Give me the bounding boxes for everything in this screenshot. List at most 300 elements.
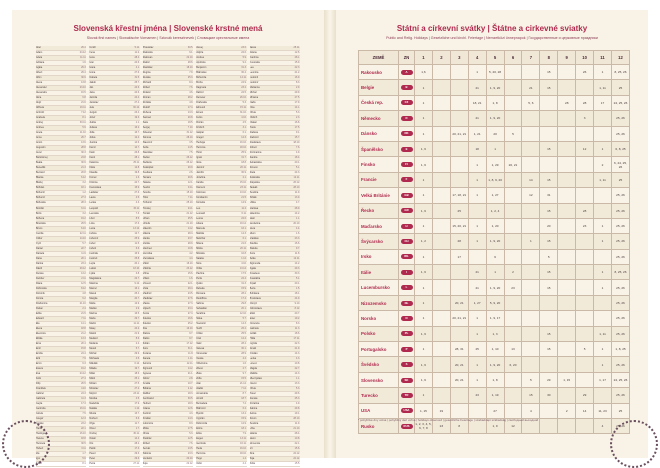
name-day: 26.7.: [81, 136, 87, 140]
holiday-cell: 24, 25, 26: [611, 95, 629, 110]
name-text: Tamara: [142, 176, 151, 180]
country-name: Norsko: [359, 311, 399, 326]
name-day: 16.9.: [294, 76, 300, 80]
name-day: 5.3.: [189, 432, 194, 436]
name-day: 5.11.: [134, 46, 140, 49]
name-day: 29.3.: [81, 66, 87, 70]
name-text: Svetlana: [142, 171, 153, 175]
name-text: Diana: [36, 281, 43, 285]
holiday-cell: [432, 311, 450, 326]
holiday-cell: 1, 8: [486, 95, 504, 110]
name-text: Dagmara: [196, 86, 207, 90]
name-text: Monika: [89, 397, 98, 401]
name-text: Ela: [36, 321, 40, 325]
name-text: Soňa: [142, 146, 149, 150]
name-day: 1.4.: [242, 457, 247, 461]
name-text: Zoltán: [142, 341, 150, 345]
name-day: 1.11.: [188, 356, 194, 360]
name-day: 13.10.: [239, 191, 247, 195]
name-text: Hermína: [196, 452, 206, 456]
name-day: 17.3.: [134, 447, 140, 451]
name-day: 8.1.: [82, 462, 87, 466]
country-code-badge: D: [401, 116, 413, 121]
header-month: 3: [450, 51, 468, 65]
name-day: 31.3.: [241, 281, 247, 285]
name-day: 13.6.: [81, 141, 87, 145]
holiday-cell: [576, 311, 594, 326]
holiday-cell: [504, 249, 522, 264]
country-code-cell: [399, 326, 415, 341]
name-text: Horst: [196, 151, 202, 155]
country-name: Česká rep.: [359, 95, 399, 110]
name-day: 6.3.: [82, 361, 87, 365]
name-text: Olívia: [142, 432, 149, 436]
name-text: Šimon: [249, 417, 257, 421]
name-text: Rastislav: [142, 66, 153, 70]
name-day: 24.3.: [294, 171, 300, 175]
name-day: 14.1.: [294, 106, 300, 110]
name-day: 28.4.: [187, 231, 194, 235]
name-day: 5.7.: [135, 346, 140, 350]
name-day: 7.2.: [242, 402, 247, 406]
name-day: 6.1.: [242, 236, 247, 240]
names-subtitle: Slovak first names | Slowakische Vornamen | Szlovák keresztnevek | Словацкие крестильные имена: [86, 36, 250, 40]
holiday-cell: 1,6: [415, 65, 433, 80]
name-text: Kazimír: [142, 412, 151, 416]
name-day: 15.7.: [294, 136, 300, 140]
holiday-cell: [558, 126, 576, 141]
names-column: [196, 46, 246, 467]
name-text: Anna: [36, 136, 42, 140]
name-text: Gabriela: [36, 397, 46, 401]
name-text: Ema: [36, 341, 41, 345]
name-day: 14.4.: [134, 437, 140, 441]
name-text: Miroslav: [89, 387, 99, 391]
name-text: Milada: [89, 367, 97, 370]
holiday-cell: 1, 8, 25: [611, 342, 629, 357]
name-text: Albert: [36, 71, 43, 75]
name-text: Svätopluk: [142, 166, 154, 170]
name-day: 28.6.: [187, 61, 194, 65]
name-text: Laura: [89, 196, 96, 200]
name-text: Zora: [142, 346, 148, 350]
name-text: Serafína: [196, 311, 206, 315]
name-day: 22.11.: [79, 231, 87, 235]
holiday-cell: 29: [540, 372, 558, 387]
name-day: 18.6.: [294, 331, 300, 335]
name-text: Ilona: [196, 161, 202, 165]
name-day: 16.10.: [239, 447, 247, 451]
table-row: [359, 249, 630, 264]
name-text: Ondrej: [89, 432, 97, 436]
name-day: 25.4.: [134, 291, 140, 295]
name-text: Albín: [36, 76, 42, 80]
holiday-cell: [504, 234, 522, 249]
name-day: 27.5.: [134, 382, 140, 386]
country-code-badge: IRL: [401, 254, 413, 259]
name-day: 18.6.: [134, 372, 140, 376]
country-name: Dánsko: [359, 126, 399, 141]
name-day: 7.9.: [242, 432, 247, 436]
holiday-cell: 15: [540, 172, 558, 187]
country-name: Rakousko: [359, 65, 399, 80]
name-day: 30.5.: [81, 442, 87, 446]
name-text: Daniela: [36, 251, 45, 255]
name-text: Karolína: [249, 56, 259, 60]
name-day: 6.8.: [82, 96, 87, 100]
name-text: Gašpar: [196, 131, 205, 135]
name-text: Miloš: [89, 377, 95, 381]
header-month: 2: [432, 51, 450, 65]
holiday-cell: 13: [504, 342, 522, 357]
name-day: 7.10.: [187, 126, 194, 130]
name-day: 19.3.: [134, 116, 140, 120]
name-day: 21.2.: [81, 331, 87, 335]
name-day: 23.12.: [186, 266, 194, 270]
name-day: 19.10.: [186, 326, 194, 330]
name-text: Anabela: [36, 116, 45, 120]
holiday-cell: 1, 15: [415, 403, 433, 418]
name-text: Michaela: [89, 356, 99, 360]
holiday-cell: [522, 265, 540, 280]
name-day: 30.3.: [81, 151, 87, 155]
name-text: Hermína: [196, 146, 206, 150]
name-day: 23.5.: [187, 291, 194, 295]
name-text: Martin: [89, 321, 97, 325]
name-text: Norbert: [89, 417, 98, 421]
name-day: 11.2.: [134, 51, 140, 55]
table-row: [359, 265, 630, 280]
holiday-cell: 2: [504, 265, 522, 280]
name-day: 22.3.: [294, 341, 300, 345]
country-name: Turecko: [359, 388, 399, 403]
holiday-cell: 25, 26: [611, 126, 629, 141]
holiday-cell: 19: [432, 403, 450, 418]
name-day: 22.7.: [81, 246, 87, 250]
name-day: 11.8.: [294, 251, 300, 255]
holiday-cell: [558, 188, 576, 203]
name-text: Gregor: [196, 136, 204, 140]
holiday-cell: [450, 326, 468, 341]
holiday-cell: [558, 234, 576, 249]
name-day: 14.9.: [241, 201, 247, 205]
name-text: Selma: [249, 412, 257, 416]
holiday-cell: 18: [468, 141, 486, 156]
name-text: Lucia: [89, 226, 96, 230]
country-code-cell: [399, 403, 415, 418]
holiday-cell: 1: [415, 388, 433, 403]
holiday-cell: [432, 80, 450, 95]
name-text: Ľubor: [89, 241, 96, 245]
name-day: 13.3.: [187, 111, 194, 115]
holiday-cell: [450, 265, 468, 280]
name-day: 4.9.: [189, 101, 194, 105]
name-day: 13.2.: [81, 271, 87, 275]
holiday-cell: [576, 326, 594, 341]
table-row: [359, 95, 630, 110]
header-month: 1: [415, 51, 433, 65]
holiday-cell: [594, 188, 612, 203]
holiday-cell: [558, 157, 576, 172]
name-text: Amadeus: [249, 271, 260, 275]
name-day: 2.1.: [242, 176, 247, 180]
table-row: [359, 357, 630, 372]
name-day: 29.5.: [81, 221, 87, 225]
name-text: Vincencia: [249, 442, 260, 446]
name-text: Magdaléna: [89, 276, 102, 280]
name-text: Želka: [249, 256, 256, 260]
name-day: 25.11.: [133, 161, 140, 165]
name-text: Tatiana: [142, 181, 151, 185]
name-day: 22.1.: [294, 442, 300, 446]
name-row: [196, 462, 246, 467]
name-text: Roman: [142, 96, 151, 100]
name-text: Tichomír: [142, 201, 153, 205]
holiday-cell: [558, 357, 576, 372]
name-text: Ildikó: [36, 462, 42, 466]
name-day: 2.11.: [81, 276, 87, 280]
holiday-cell: 1, 6: [415, 372, 433, 387]
name-text: Gustáv: [36, 422, 44, 426]
name-text: Jaromír: [196, 166, 205, 170]
name-text: Michal: [249, 91, 257, 95]
name-text: Ľubomíra: [142, 422, 153, 426]
country-name: Maďarsko: [359, 218, 399, 233]
name-day: 13.4.: [241, 412, 247, 416]
name-text: Pavol: [89, 452, 96, 456]
name-text: Gabriel: [36, 392, 44, 396]
holiday-cell: [504, 111, 522, 126]
name-text: Mikuláš: [89, 361, 98, 365]
name-day: 26.10.: [239, 96, 247, 100]
name-text: Urbán: [196, 331, 203, 335]
name-text: Jolana: [142, 407, 150, 411]
name-text: Darina: [36, 261, 44, 265]
name-day: 13.12.: [239, 266, 247, 270]
holiday-cell: [522, 311, 540, 326]
name-text: Vendelín: [142, 457, 153, 461]
name-text: Ružena: [142, 111, 152, 115]
holiday-cell: [558, 249, 576, 264]
holiday-cell: 25, 26: [611, 295, 629, 310]
name-day: 22.12.: [293, 452, 300, 456]
country-code-badge: B: [401, 85, 413, 90]
name-text: Milota: [196, 246, 203, 250]
name-text: Vlasta: [142, 301, 150, 305]
name-text: Rozalína: [249, 402, 260, 406]
name-text: Dana: [36, 256, 42, 260]
holiday-cell: 1, 2, 3, 4, 5, 6, 7, 8: [415, 418, 433, 433]
name-text: Boris: [36, 211, 42, 215]
name-text: Igor: [36, 457, 41, 461]
country-name: Lucembursko: [359, 280, 399, 295]
name-text: Dobromila: [196, 422, 208, 426]
name-day: 28.10.: [293, 186, 300, 190]
name-day: 21.6.: [241, 241, 247, 245]
holiday-cell: 25: [611, 403, 629, 418]
country-code-cell: [399, 95, 415, 110]
holiday-cell: [432, 218, 450, 233]
country-name: Švédsko: [359, 357, 399, 372]
name-day: 2.12.: [187, 387, 194, 391]
name-text: Bohumila: [196, 76, 207, 80]
name-day: 14.2.: [294, 261, 300, 265]
name-text: Želmíra: [142, 361, 151, 365]
holiday-cell: 6, 20: [504, 357, 522, 372]
name-day: 30.9.: [241, 171, 247, 175]
holiday-cell: [522, 249, 540, 264]
name-day: 11.9.: [81, 251, 87, 255]
holiday-cell: [432, 357, 450, 372]
name-text: Adriana: [36, 61, 45, 65]
name-text: Teofil: [196, 326, 202, 330]
name-text: Vilhelmína: [196, 361, 208, 365]
name-text: Libor: [89, 216, 95, 220]
name-day: 4.3.: [135, 201, 140, 205]
name-day: 23.2.: [81, 422, 87, 426]
name-day: 24.9.: [241, 81, 247, 85]
name-text: Klára: [89, 166, 95, 170]
name-text: Andrea: [36, 126, 44, 130]
holiday-cell: [576, 234, 594, 249]
name-day: 21.12.: [239, 382, 247, 386]
country-code-cell: [399, 141, 415, 156]
name-text: Bohdana: [249, 291, 260, 295]
name-text: Dobroslav: [36, 286, 47, 290]
holiday-cell: [432, 157, 450, 172]
country-code-cell: [399, 249, 415, 264]
name-text: Gejza: [36, 402, 43, 406]
name-day: 20.1.: [134, 261, 140, 265]
name-day: 2.2.: [135, 341, 140, 345]
name-day: 21.9.: [134, 331, 140, 335]
name-text: Lea: [249, 66, 254, 70]
name-day: 27.4.: [81, 377, 87, 381]
name-text: Bohdan: [36, 186, 45, 190]
name-text: Marek: [89, 291, 97, 295]
name-text: Jela: [89, 106, 94, 110]
name-text: Ľubica: [89, 231, 97, 235]
name-text: Liliana: [196, 221, 204, 225]
holiday-cell: [558, 342, 576, 357]
name-day: 10.8.: [294, 361, 300, 365]
holiday-cell: 1, 6: [415, 157, 433, 172]
holiday-cell: 1: [468, 357, 486, 372]
name-day: 30.11.: [133, 432, 140, 436]
name-text: Simeon: [249, 166, 258, 170]
name-day: 6.6.: [135, 417, 140, 421]
name-day: 14.7.: [134, 146, 140, 150]
name-day: 1.3.: [135, 176, 140, 180]
name-text: Adam: [36, 51, 43, 55]
table-row: [359, 234, 630, 249]
name-day: 18.8.: [81, 437, 87, 441]
name-day: 1.12.: [241, 256, 247, 260]
name-day: 8.12.: [81, 286, 87, 290]
holiday-cell: 6, 24, 25, 26: [611, 157, 629, 172]
name-day: 3.8.: [135, 271, 140, 275]
name-text: Radoslav: [142, 51, 153, 55]
name-text: Zina: [249, 452, 255, 456]
holiday-cell: 1, 15: [558, 372, 576, 387]
name-text: Pankrác: [142, 437, 152, 441]
name-text: Lenka: [89, 201, 96, 205]
name-day: 16.5.: [134, 311, 140, 315]
name-text: Noemi: [249, 382, 257, 386]
name-text: Félix: [36, 377, 42, 381]
name-text: Hugo: [196, 457, 202, 461]
holiday-cell: 2: [594, 157, 612, 172]
name-day: 4.5.: [242, 121, 247, 125]
name-text: František: [36, 387, 46, 391]
holidays-title: Státní a církevní svátky | Štátne a cirkevné sviatky: [396, 24, 588, 33]
name-day: 18.10.: [293, 141, 300, 145]
holiday-cell: 26: [576, 65, 594, 80]
country-code-badge: GB: [401, 193, 413, 198]
name-text: Dezider: [36, 276, 45, 280]
holiday-cell: 25: [468, 342, 486, 357]
name-day: 23.4.: [187, 306, 194, 310]
name-text: Dalimil: [196, 91, 204, 95]
holiday-cell: [522, 126, 540, 141]
country-name: Velká Británie: [359, 188, 399, 203]
name-text: Levoslav: [89, 211, 99, 215]
country-name: Polsko: [359, 326, 399, 341]
decorative-dotted-arc: [2, 420, 50, 468]
holiday-cell: 1, 9, 20: [486, 111, 504, 126]
name-text: Zita: [142, 326, 147, 330]
holiday-cell: 2: [558, 403, 576, 418]
holiday-cell: 1: [468, 172, 486, 187]
header-month: 5: [486, 51, 504, 65]
holiday-cell: [468, 403, 486, 418]
holiday-cell: 20: [486, 126, 504, 141]
name-day: 29.4.: [187, 286, 194, 290]
header-month: 10: [576, 51, 594, 65]
name-day: 5.9.: [82, 126, 87, 130]
holiday-cell: 3: [576, 111, 594, 126]
country-name: Německo: [359, 111, 399, 126]
name-text: Uršuľa: [142, 221, 150, 225]
holiday-cell: [468, 249, 486, 264]
name-day: 20.1.: [294, 281, 300, 285]
name-day: 1.1.: [296, 216, 300, 220]
name-text: Ester: [249, 316, 256, 320]
holiday-cell: 1, 17: [594, 372, 612, 387]
holiday-cell: 1, 11: [594, 172, 612, 187]
holiday-cell: 15, 20, 21: [450, 218, 468, 233]
holiday-cell: 1, 6: [415, 326, 433, 341]
name-text: Beáta: [36, 161, 43, 165]
holiday-cell: [432, 234, 450, 249]
name-text: Lýdia: [89, 271, 96, 275]
table-row: [359, 203, 630, 218]
holiday-cell: 12: [576, 141, 594, 156]
name-day: 7.12.: [81, 111, 87, 115]
book-spine: [324, 10, 336, 458]
holiday-cell: 1: [415, 80, 433, 95]
name-day: 31.3.: [241, 66, 247, 70]
name-day: 16.10.: [186, 261, 194, 265]
name-text: Amália: [142, 382, 151, 386]
table-row: [359, 80, 630, 95]
holiday-cell: 4: [594, 418, 612, 433]
country-name: Nizozemsko: [359, 295, 399, 310]
holiday-cell: 5, 6: [522, 95, 540, 110]
name-text: Leo: [196, 206, 201, 210]
name-day: 28.10.: [293, 417, 300, 421]
holiday-cell: 25, 26: [611, 326, 629, 341]
